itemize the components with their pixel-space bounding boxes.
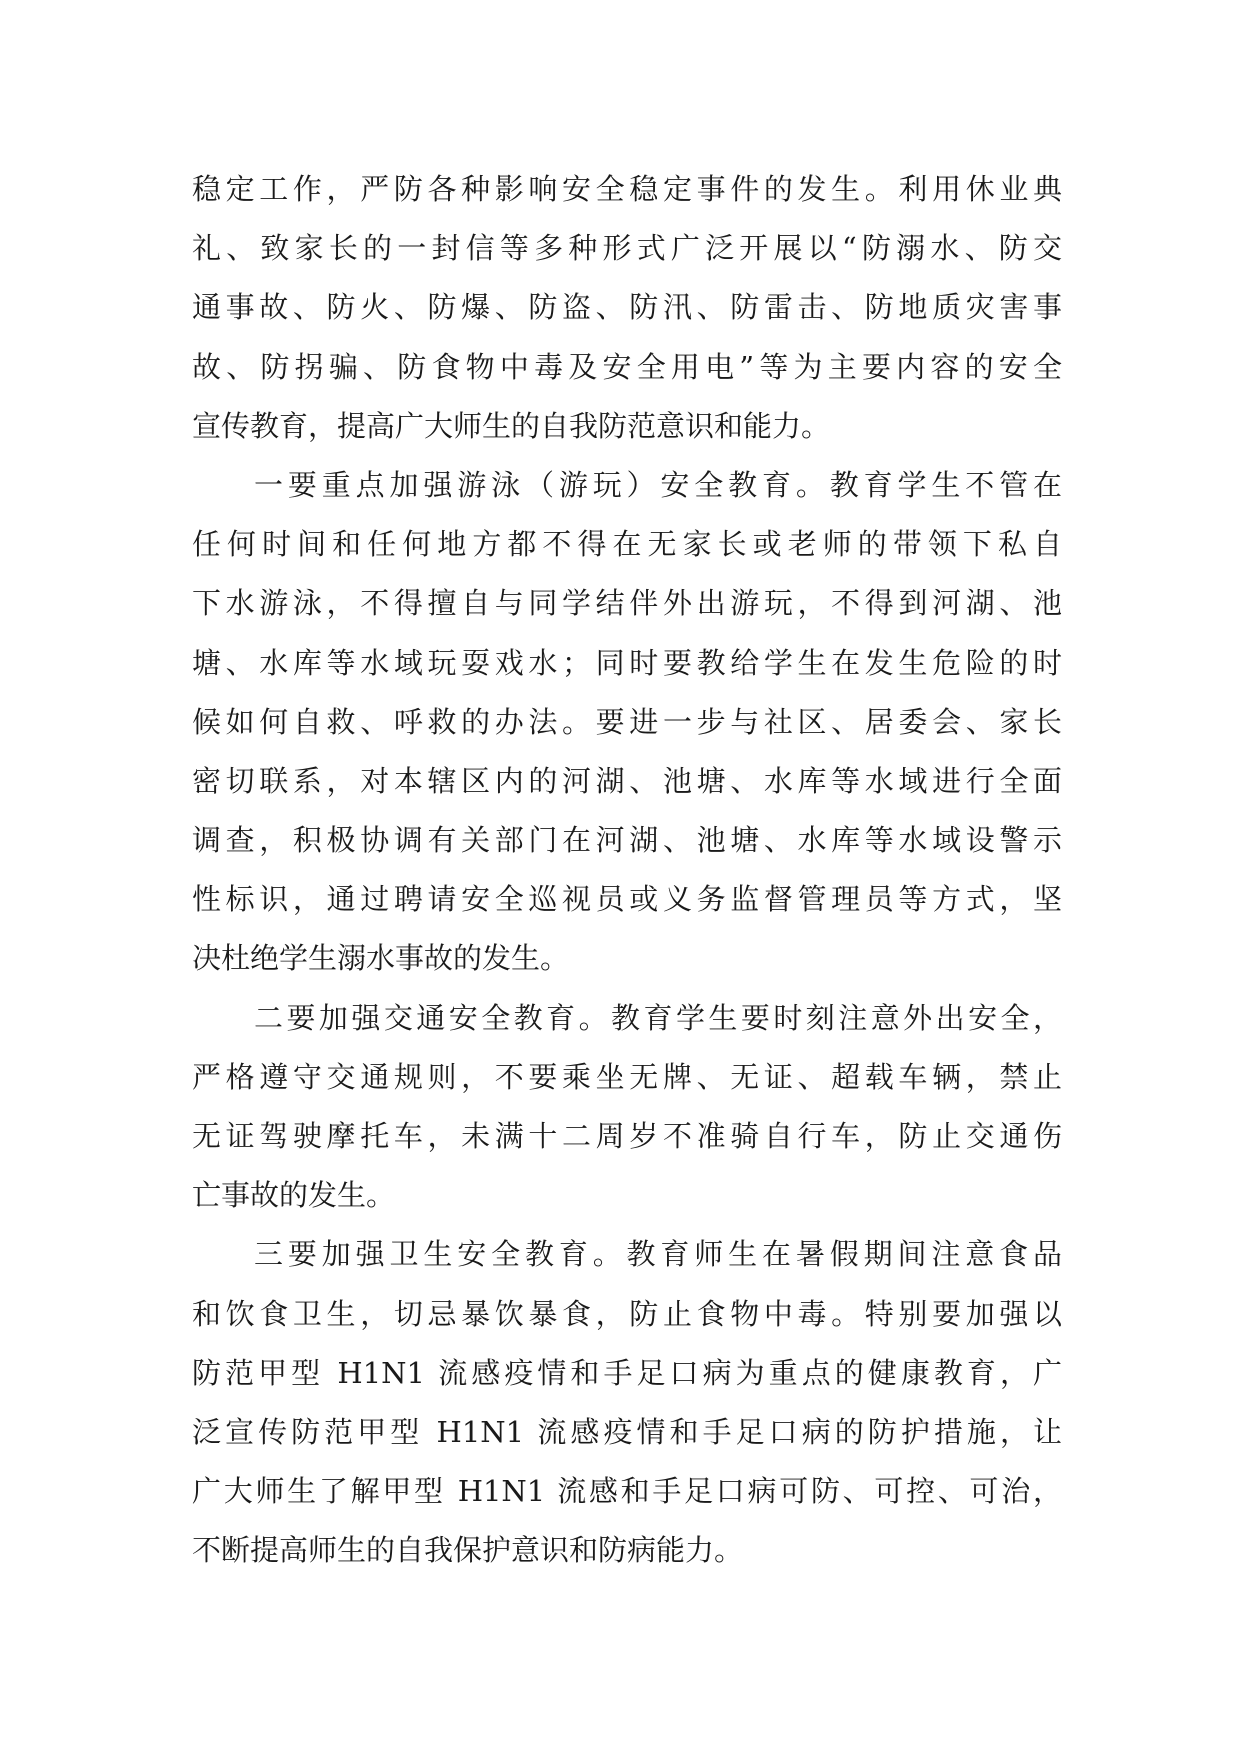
text-line: 广大师生了解甲型 H1N1 流感和手足口病可防、可控、可治， [192,1474,1062,1509]
text-line: 宣传教育，提高广大师生的自我防范意识和能力。 [192,408,831,443]
text-line: 稳定工作，严防各种影响安全稳定事件的发生。利用休业典 [192,172,1062,206]
text-line: 礼、致家长的一封信等多种形式广泛开展以“防溺水、防交 [192,231,1062,266]
text-line: 故、防拐骗、防食物中毒及安全用电”等为主要内容的安全 [192,349,1062,384]
text-line: 无证驾驶摩托车，未满十二周岁不准骑自行车，防止交通伤 [192,1119,1062,1153]
text-line: 一要重点加强游泳（游玩）安全教育。教育学生不管在 [254,467,1062,502]
text-line: 防范甲型 H1N1 流感疫情和手足口病为重点的健康教育，广 [192,1355,1062,1390]
text-line: 性标识，通过聘请安全巡视员或义务监督管理员等方式，坚 [192,882,1062,917]
text-line: 密切联系，对本辖区内的河湖、池塘、水库等水域进行全面 [192,763,1062,798]
text-line: 塘、水库等水域玩耍戏水；同时要教给学生在发生危险的时 [192,645,1062,680]
text-line: 决杜绝学生溺水事故的发生。 [192,941,570,976]
document-body [192,160,1062,1581]
text-line: 下水游泳，不得擅自与同学结伴外出游玩，不得到河湖、池 [192,586,1062,621]
text-line: 不断提高师生的自我保护意识和防病能力。 [192,1533,744,1568]
text-line: 亡事故的发生。 [192,1178,396,1213]
text-line: 严格遵守交通规则，不要乘坐无牌、无证、超载车辆，禁止 [192,1059,1062,1094]
text-line: 通事故、防火、防爆、防盗、防汛、防雷击、防地质灾害事 [192,290,1062,325]
text-line: 候如何自救、呼救的办法。要进一步与社区、居委会、家长 [192,704,1062,739]
text-line: 调查，积极协调有关部门在河湖、池塘、水库等水域设警示 [192,823,1062,858]
text-line: 二要加强交通安全教育。教育学生要时刻注意外出安全， [254,1000,1062,1035]
text-line: 泛宣传防范甲型 H1N1 流感疫情和手足口病的防护措施，让 [192,1414,1062,1449]
text-line: 和饮食卫生，切忌暴饮暴食，防止食物中毒。特别要加强以 [192,1296,1062,1331]
text-line: 三要加强卫生安全教育。教育师生在暑假期间注意食品 [254,1237,1062,1272]
text-line: 任何时间和任何地方都不得在无家长或老师的带领下私自 [192,527,1062,562]
